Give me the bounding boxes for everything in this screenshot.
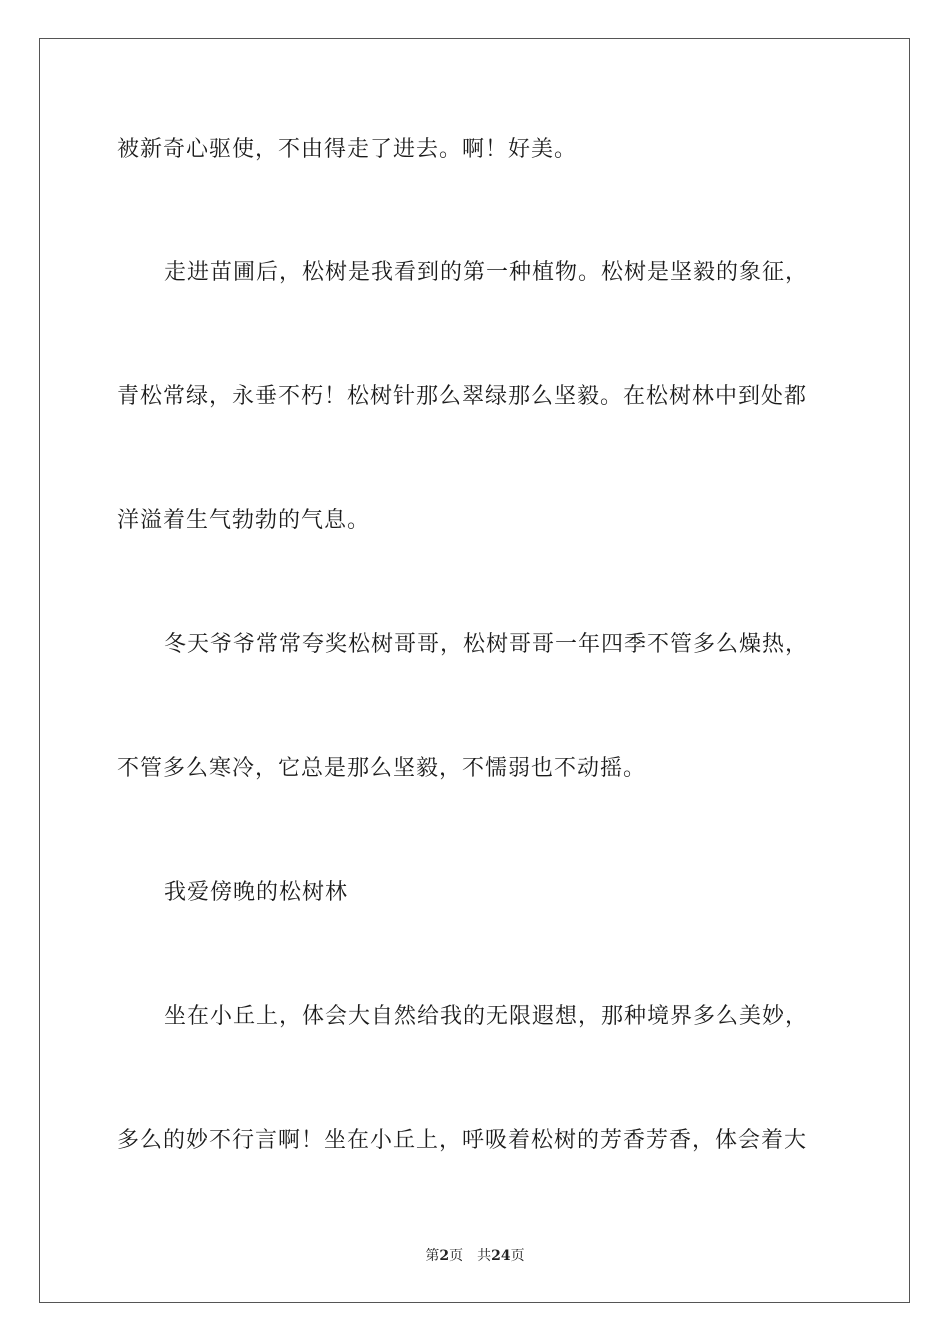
page-suffix: 页 xyxy=(449,1248,464,1264)
page-border xyxy=(39,38,910,1303)
text-line: 多么的妙不行言啊！坐在小丘上，呼吸着松树的芳香芳香，体会着大 xyxy=(117,1128,808,1153)
text-line: 被新奇心驱使，不由得走了进去。啊！好美。 xyxy=(117,137,578,162)
paragraph-start-line: 坐在小丘上，体会大自然给我的无限遐想，那种境界多么美妙， xyxy=(164,1004,809,1029)
page-number: 2 xyxy=(439,1248,450,1264)
page-footer xyxy=(0,1247,950,1265)
total-prefix: 共 xyxy=(477,1248,492,1264)
total-pages: 24 xyxy=(491,1248,511,1264)
page-prefix: 第 xyxy=(425,1248,440,1264)
paragraph-start-line: 冬天爷爷常常夸奖松树哥哥，松树哥哥一年四季不管多么燥热， xyxy=(164,632,809,657)
text-line: 青松常绿，永垂不朽！松树针那么翠绿那么坚毅。在松树林中到处都 xyxy=(117,384,808,409)
text-line: 不管多么寒冷，它总是那么坚毅，不懦弱也不动摇。 xyxy=(117,756,647,781)
section-heading: 我爱傍晚的松树林 xyxy=(164,880,349,905)
text-line: 洋溢着生气勃勃的气息。 xyxy=(117,508,371,533)
paragraph-start-line: 走进苗圃后，松树是我看到的第一种植物。松树是坚毅的象征， xyxy=(164,260,809,285)
total-suffix: 页 xyxy=(510,1248,525,1264)
